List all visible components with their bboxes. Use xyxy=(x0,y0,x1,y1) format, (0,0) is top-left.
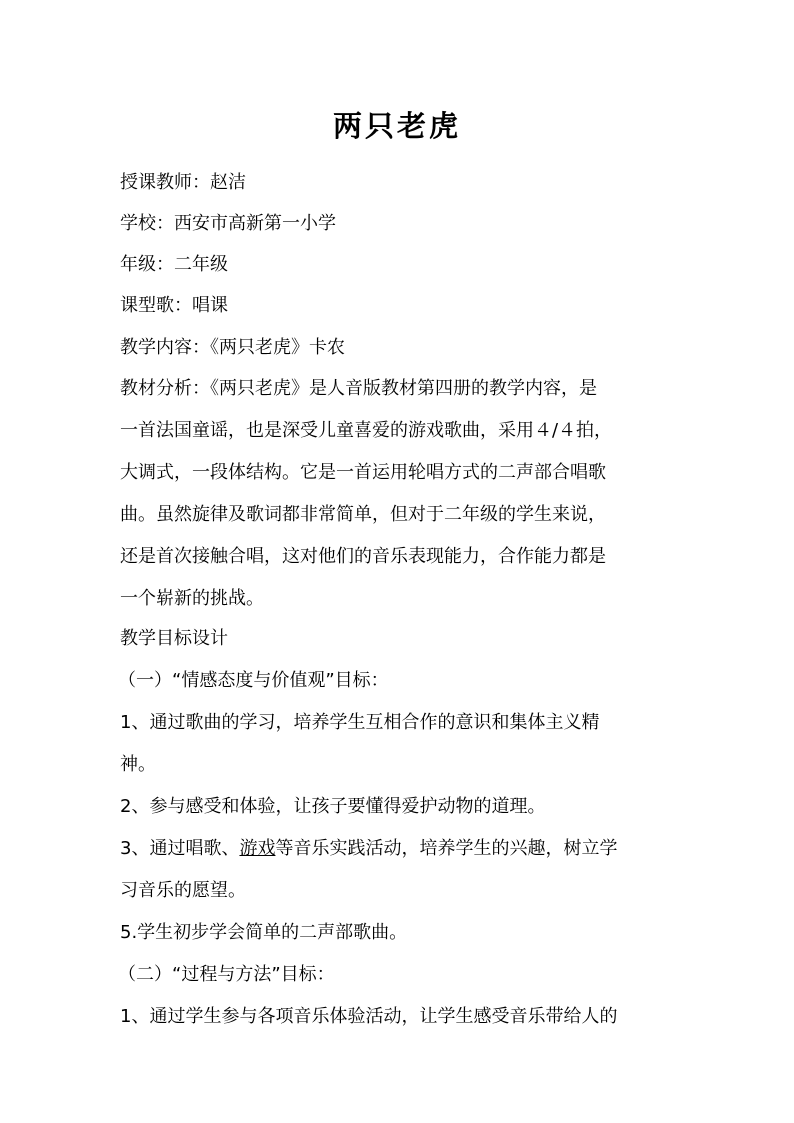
content-line: 教学内容：《两只老虎》卡农 xyxy=(120,337,345,358)
goal-item-3-suffix: 等音乐实践活动，培养学生的兴趣，树立学 xyxy=(275,838,618,859)
goals-section-1-heading: （一）“情感态度与价值观”目标： xyxy=(118,670,389,691)
goal-item-3-line-1 xyxy=(120,836,680,862)
goals-heading: 教学目标设计 xyxy=(120,628,228,649)
school-line: 学校：西安市高新第一小学 xyxy=(120,213,336,234)
analysis-line-4: 曲。虽然旋律及歌词都非常简单，但对于二年级的学生来说， xyxy=(120,504,606,525)
lesson-type-line: 课型歌：唱课 xyxy=(120,295,228,316)
goals-section-2-heading: （二）“过程与方法”目标： xyxy=(118,964,335,985)
analysis-line-5: 还是首次接触合唱，这对他们的音乐表现能力，合作能力都是 xyxy=(120,546,606,567)
goal-item-1-line-2: 神。 xyxy=(120,754,156,775)
analysis-line-2: 一首法国童谣，也是深受儿童喜爱的游戏歌曲，采用４/４拍， xyxy=(120,420,613,441)
page-title: 两只老虎 xyxy=(332,109,461,143)
analysis-line-6: 一个崭新的挑战。 xyxy=(120,588,264,609)
goal-item-3-line-2: 习音乐的愿望。 xyxy=(120,880,246,901)
goal-item-2: 2、参与感受和体验，让孩子要懂得爱护动物的道理。 xyxy=(120,796,546,817)
goal-item-1-line-1: 1、通过歌曲的学习，培养学生互相合作的意识和集体主义精 xyxy=(120,712,600,733)
analysis-line-3: 大调式，一段体结构。它是一首运用轮唱方式的二声部合唱歌 xyxy=(120,462,606,483)
grade-line: 年级：二年级 xyxy=(120,254,228,275)
goal-item-3-underlined-word: 游戏 xyxy=(239,838,276,859)
analysis-line-1: 教材分析：《两只老虎》是人音版教材第四册的教学内容，是 xyxy=(120,378,597,399)
goal-item-3-prefix: 3、通过唱歌、 xyxy=(120,838,240,859)
teacher-line: 授课教师：赵洁 xyxy=(120,172,246,193)
goal-item-5: 5.学生初步学会简单的二声部歌曲。 xyxy=(120,922,408,943)
section-2-item-1: 1、通过学生参与各项音乐体验活动，让学生感受音乐带给人的 xyxy=(120,1006,618,1027)
